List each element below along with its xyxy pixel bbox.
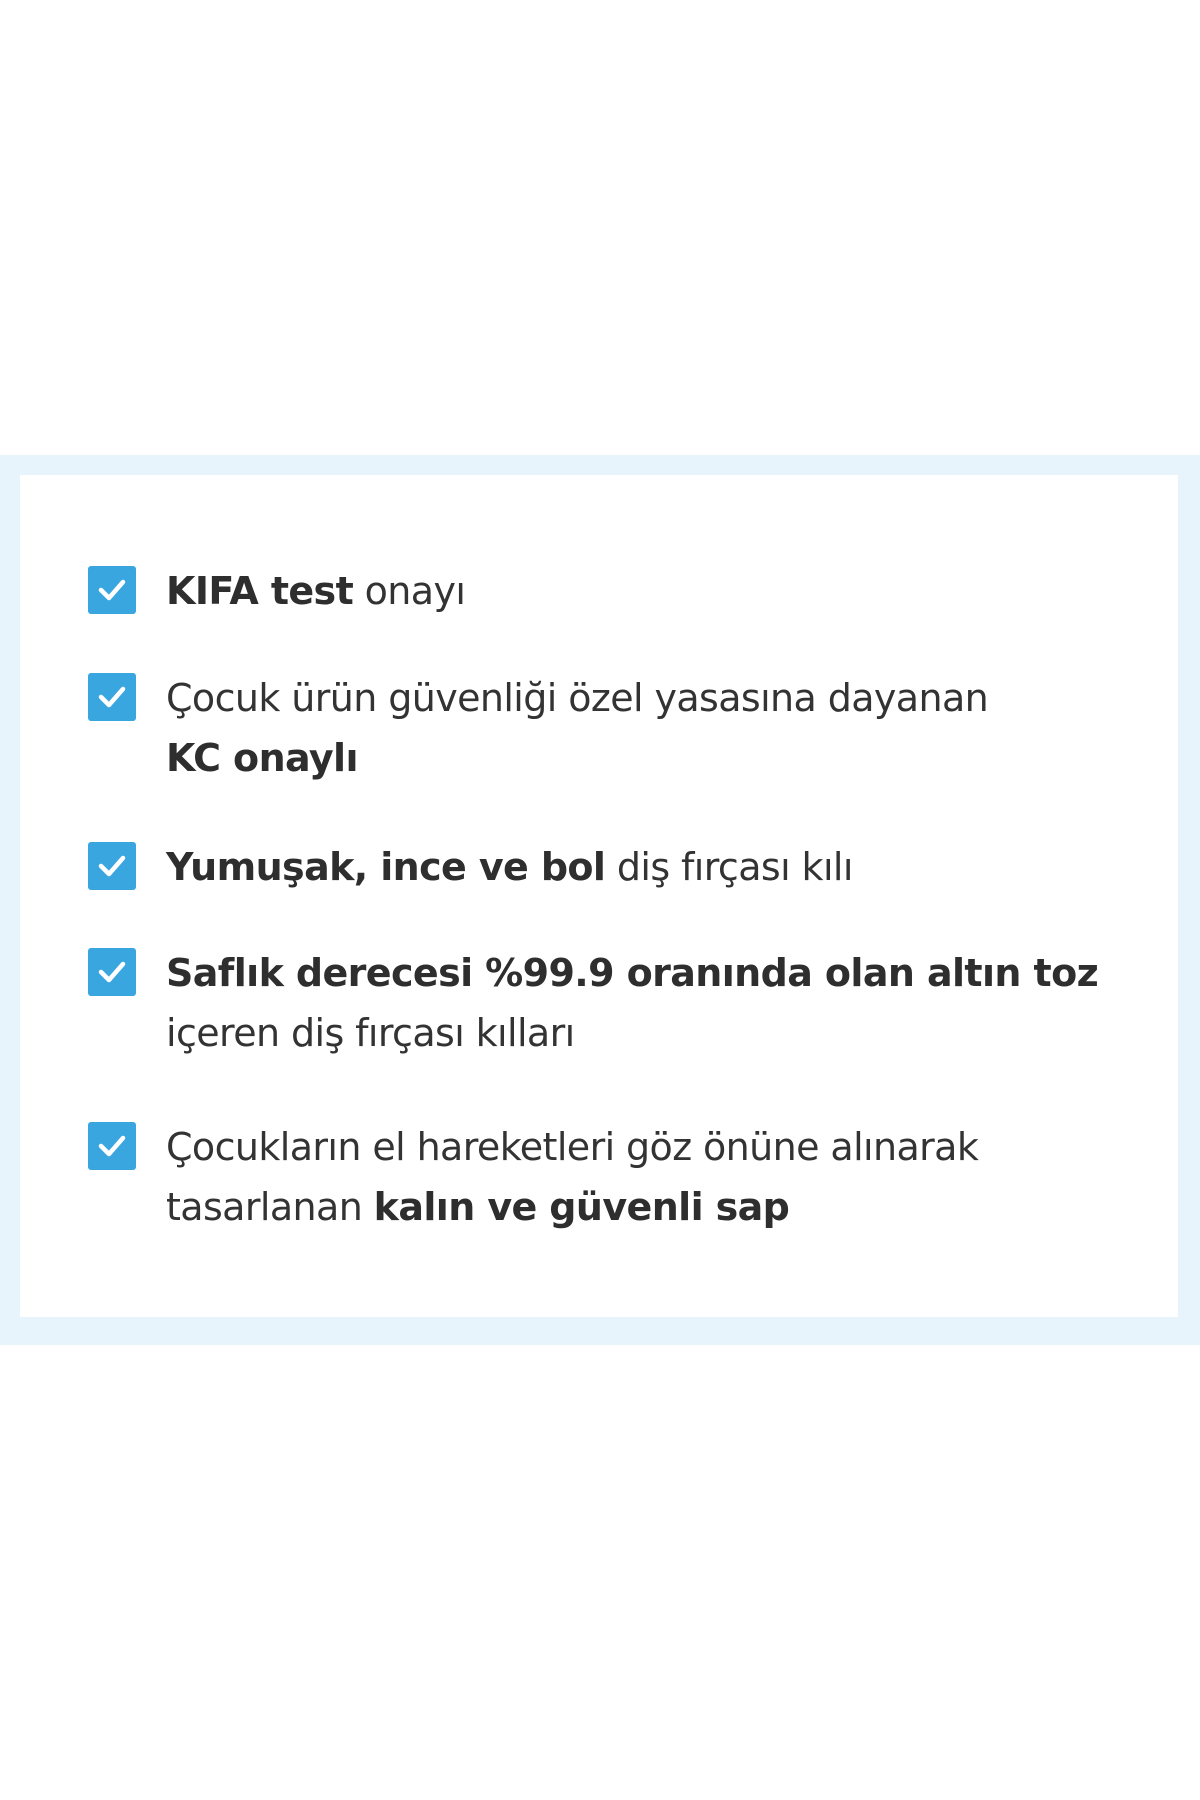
feature-text	[166, 943, 1098, 1063]
feature-bold-text: Yumuşak, ince ve bol	[166, 845, 606, 889]
feature-item-handle	[88, 1117, 978, 1237]
feature-text	[166, 837, 853, 897]
feature-panel	[20, 475, 1178, 1317]
checkbox-checked-icon	[88, 566, 136, 614]
feature-text	[166, 668, 988, 788]
checkbox-checked-icon	[88, 842, 136, 890]
feature-normal-text: içeren diş fırçası kılları	[166, 1011, 575, 1055]
feature-normal-text: onayı	[353, 569, 466, 613]
feature-text	[166, 561, 465, 621]
feature-normal-text: Çocukların el hareketleri göz önüne alınarak	[166, 1125, 979, 1169]
feature-normal-text: diş fırçası kılı	[605, 845, 853, 889]
feature-bold-text: Saflık derecesi %99.9 oranında olan altın toz	[166, 951, 1099, 995]
checkbox-checked-icon	[88, 948, 136, 996]
feature-item-bristles	[88, 837, 853, 897]
feature-item-gold	[88, 943, 1098, 1063]
feature-item-kc	[88, 668, 988, 788]
feature-bold-text: KC onaylı	[166, 736, 358, 780]
checkbox-checked-icon	[88, 673, 136, 721]
feature-normal-text: tasarlanan	[166, 1185, 374, 1229]
feature-normal-text: Çocuk ürün güvenliği özel yasasına dayanan	[166, 676, 989, 720]
feature-text	[166, 1117, 978, 1237]
feature-item-kifa	[88, 561, 465, 621]
checkbox-checked-icon	[88, 1122, 136, 1170]
feature-bold-text: kalın ve güvenli sap	[373, 1185, 790, 1229]
feature-bold-text: KIFA test	[166, 569, 354, 613]
feature-frame	[0, 455, 1200, 1345]
